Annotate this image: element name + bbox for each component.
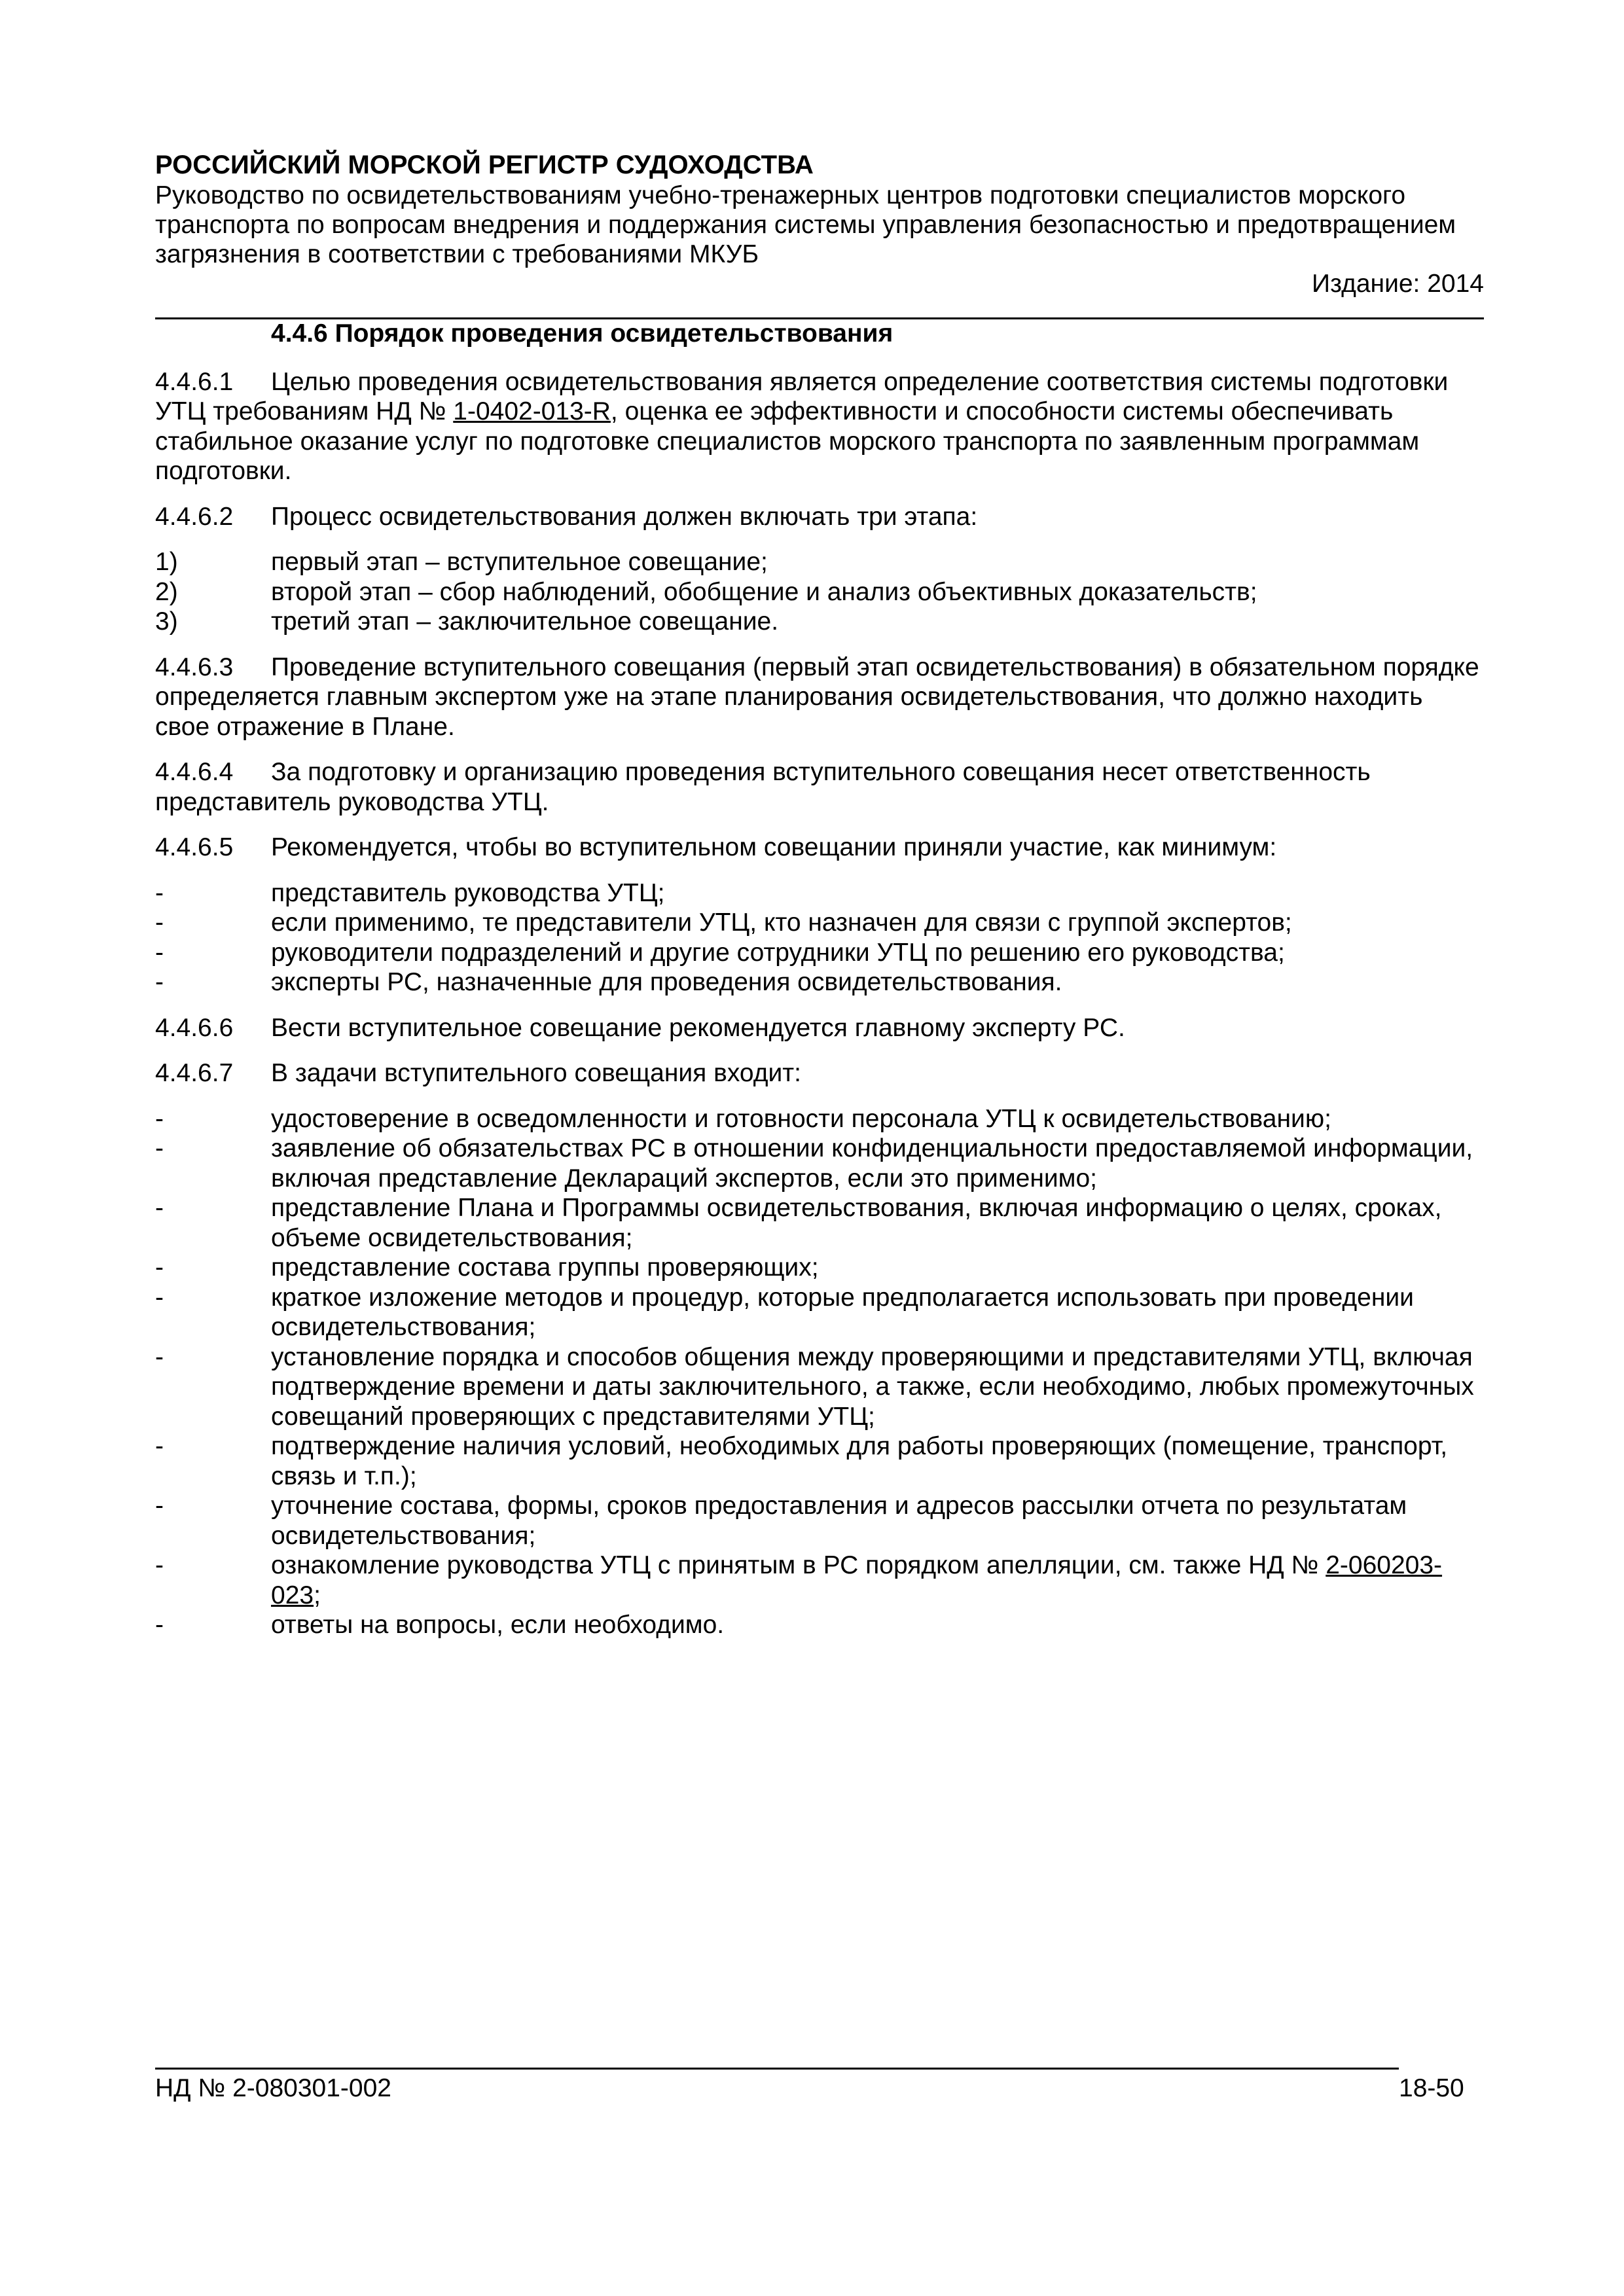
- paragraph-number: 4.4.6.6: [155, 1013, 234, 1042]
- list-marker: 2): [155, 577, 178, 606]
- main-content: [155, 319, 1484, 1656]
- list-item-text: подтверждение наличия условий, необходимых для работы проверяющих (помещение, транспорт, связь и т.п.);: [271, 1432, 1448, 1490]
- list-item: [155, 908, 1484, 938]
- list-item: [155, 938, 1484, 968]
- list-item: [155, 577, 1484, 607]
- paragraph-number: 4.4.6.1: [155, 367, 234, 396]
- list-marker: -: [155, 968, 164, 996]
- paragraph-text: Процесс освидетельствования должен включать три этапа:: [271, 502, 978, 531]
- list-marker: -: [155, 1551, 164, 1579]
- list-marker: -: [155, 1134, 164, 1162]
- paragraph-4-4-6-6: [155, 1013, 1484, 1043]
- list-item-text: краткое изложение методов и процедур, которые предполагается использовать при проведении освидетельствования;: [271, 1283, 1414, 1341]
- edition-label: Издание: 2014: [1312, 270, 1484, 298]
- list-item: [155, 1342, 1484, 1432]
- list-item-text: заявление об обязательствах РС в отношении конфиденциальности предоставляемой информации, включая представление Деклараций экспертов, если это применимо;: [271, 1134, 1473, 1193]
- section-heading: 4.4.6 Порядок проведения освидетельствования: [271, 319, 893, 348]
- list-item-text: ответы на вопросы, если необходимо.: [271, 1611, 725, 1639]
- list-item: [155, 1431, 1484, 1491]
- list-marker: -: [155, 908, 164, 937]
- list-item: [155, 878, 1484, 908]
- document-title: Руководство по освидетельствованиям учебно-тренажерных центров подготовки специалистов морского транспорта по вопросам внедрения и поддержания системы управления безопасностью и предотвращением загрязнения в соответствии с требованиями МКУБ: [155, 181, 1456, 268]
- list-marker: -: [155, 1283, 164, 1312]
- list-marker: -: [155, 1342, 164, 1371]
- list-item: [155, 1551, 1484, 1610]
- list-marker: -: [155, 1104, 164, 1133]
- page-header: [155, 149, 1484, 299]
- list-marker: -: [155, 1194, 164, 1222]
- list-item-text: представление Плана и Программы освидетельствования, включая информацию о целях, сроках, объеме освидетельствования;: [271, 1194, 1442, 1252]
- participants-list: [155, 878, 1484, 997]
- paragraph-text: , оценка ее эффективности и способности системы обеспечивать стабильное оказание услуг по подготовке специалистов морского транспорта по заявленным программам подготовки.: [155, 397, 1420, 485]
- list-item-text: эксперты РС, назначенные для проведения освидетельствования.: [271, 968, 1062, 996]
- document-link[interactable]: 1-0402-013-R: [453, 397, 611, 425]
- list-item-text: если применимо, те представители УТЦ, кто назначен для связи с группой экспертов;: [271, 908, 1292, 937]
- list-item-text: удостоверение в осведомленности и готовности персонала УТЦ к освидетельствованию;: [271, 1104, 1331, 1133]
- paragraph-text: Вести вступительное совещание рекомендуется главному эксперту РС.: [271, 1013, 1125, 1042]
- list-item: [155, 1134, 1484, 1193]
- paragraph-text: В задачи вступительного совещания входит:: [271, 1059, 801, 1087]
- list-item-text: руководители подразделений и другие сотрудники УТЦ по решению его руководства;: [271, 938, 1285, 967]
- list-item: [155, 1193, 1484, 1253]
- list-marker: -: [155, 938, 164, 967]
- paragraph-number: 4.4.6.3: [155, 653, 234, 681]
- list-marker: -: [155, 1253, 164, 1282]
- paragraph-4-4-6-5: [155, 833, 1484, 863]
- list-item: [155, 1104, 1484, 1134]
- list-item-text: второй этап – сбор наблюдений, обобщение и анализ объективных доказательств;: [271, 577, 1257, 606]
- list-marker: 3): [155, 607, 178, 636]
- list-item: [155, 547, 1484, 577]
- list-item: [155, 1283, 1484, 1342]
- document-link[interactable]: 2-060203-023: [271, 1551, 1443, 1609]
- list-item-text: установление порядка и способов общения между проверяющими и представителями УТЦ, включая подтверждение времени и даты заключительного, а также, если необходимо, любых промежуточных совещаний проверяющих с представителями УТЦ;: [271, 1342, 1474, 1431]
- paragraph-4-4-6-4: [155, 757, 1484, 817]
- organization-name: РОССИЙСКИЙ МОРСКОЙ РЕГИСТР СУДОХОДСТВА: [155, 151, 814, 179]
- list-item-text: представитель руководства УТЦ;: [271, 878, 665, 907]
- paragraph-4-4-6-3: [155, 653, 1484, 742]
- paragraph-text: Проведение вступительного совещания (первый этап освидетельствования) в обязательном порядке определяется главным экспертом уже на этапе планирования освидетельствования, что должно находить свое отражение в Плане.: [155, 653, 1479, 741]
- list-item: [155, 1491, 1484, 1551]
- paragraph-4-4-6-7: [155, 1058, 1484, 1088]
- paragraph-text: Целью проведения освидетельствования является определение соответствия системы подготовки УТЦ требованиям НД №: [155, 367, 1449, 425]
- list-item: [155, 1610, 1484, 1640]
- footer-rule: [155, 2068, 1399, 2070]
- list-item-text: первый этап – вступительное совещание;: [271, 548, 768, 576]
- paragraph-4-4-6-2: [155, 502, 1484, 532]
- list-item: [155, 607, 1484, 637]
- list-item: [155, 967, 1484, 997]
- paragraph-number: 4.4.6.5: [155, 833, 234, 861]
- paragraph-number: 4.4.6.2: [155, 502, 234, 531]
- paragraph-4-4-6-1: [155, 367, 1484, 486]
- list-item-text: уточнение состава, формы, сроков предоставления и адресов рассылки отчета по результатам освидетельствования;: [271, 1492, 1407, 1550]
- list-item-text: третий этап – заключительное совещание.: [271, 607, 779, 636]
- paragraph-number: 4.4.6.7: [155, 1059, 234, 1087]
- paragraph-text: За подготовку и организацию проведения вступительного совещания несет ответственность представитель руководства УТЦ.: [155, 758, 1371, 816]
- list-item-text: представление состава группы проверяющих;: [271, 1253, 819, 1282]
- stages-list: [155, 547, 1484, 637]
- footer-page-number: 18-50: [1399, 2074, 1464, 2102]
- list-item-text: ;: [314, 1581, 321, 1609]
- paragraph-text: Рекомендуется, чтобы во вступительном совещании приняли участие, как минимум:: [271, 833, 1277, 861]
- list-marker: 1): [155, 548, 178, 576]
- list-marker: -: [155, 878, 164, 907]
- footer-document-number: НД № 2-080301-002: [155, 2074, 391, 2102]
- list-item: [155, 1253, 1484, 1283]
- list-item-text: ознакомление руководства УТЦ с принятым в РС порядком апелляции, см. также НД №: [271, 1551, 1326, 1579]
- list-marker: -: [155, 1492, 164, 1520]
- paragraph-number: 4.4.6.4: [155, 758, 234, 786]
- list-marker: -: [155, 1611, 164, 1639]
- list-marker: -: [155, 1432, 164, 1460]
- tasks-list: [155, 1104, 1484, 1640]
